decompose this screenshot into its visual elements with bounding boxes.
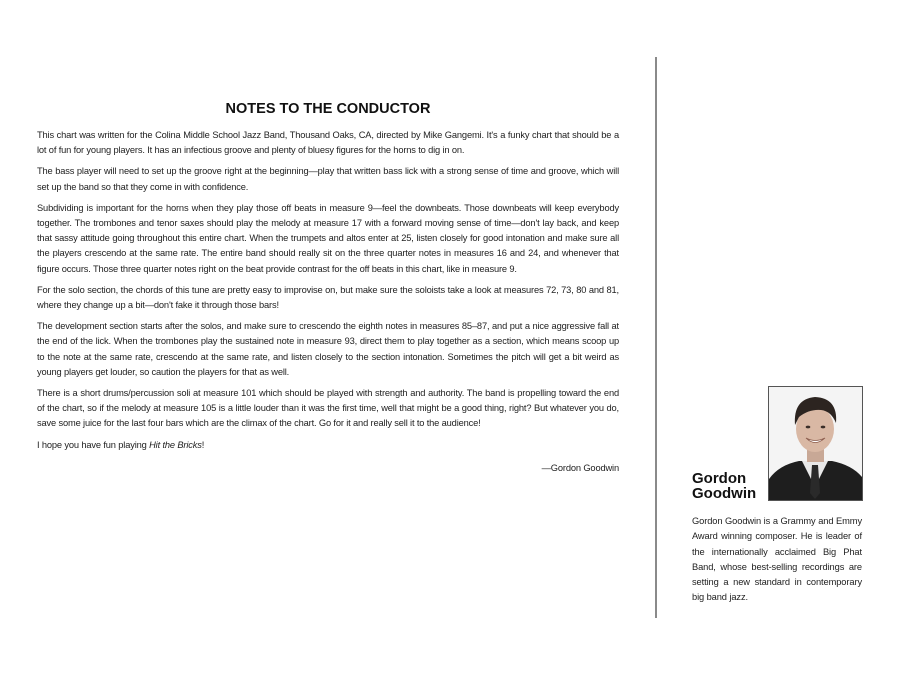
portrait-illustration — [769, 387, 862, 500]
composer-photo — [768, 386, 863, 501]
notes-paragraph: Subdividing is important for the horns when they play those off beats in measure 9—feel the downbeats. Those downbeats will keep everybody together. The trombones and tenor saxes should play the melody at measure 17 with a forward moving sense of time—don't lay back, and keep that sassy attitude going throughout this entire chart. When the trumpets and altos enter at 25, listen closely for good intonation and make sure all the players crescendo at the same rate. The entire band should really sit on the three quarter notes in measures 16 and 24, and whenever that figure occurs. Those three quarter notes right on the beat provide contrast for the off beats in this chart, like in measure 9. — [37, 202, 619, 274]
notes-paragraph: The development section starts after the solos, and make sure to crescendo the eighth notes in measures 85–87, and put a nice aggressive fall at the end of the lick. When the trombones play the sustained note in measure 93, direct them to play together as a section, which means scoop up to the note at the same rate, crescendo at the same rate, and listen closely to the section intonation. Sometimes the pitch will get a bit weird as young players get louder, so caution the players for that as well. — [37, 321, 619, 377]
notes-paragraph: For the solo section, the chords of this tune are pretty easy to improvise on, but make sure the soloists take a look at measures 72, 73, 80 and 81, where they change up a bit—don't fake it through those bars! — [37, 284, 619, 311]
signature: —Gordon Goodwin — [541, 462, 619, 473]
bio-last-name: Goodwin — [692, 485, 757, 502]
notes-paragraph: This chart was written for the Colina Middle School Jazz Band, Thousand Oaks, CA, directed by Mike Gangemi. It's a funky chart that should be a lot of fun for young players. It has an infectious groove and plenty of bluesy figures for the horns to dig in on. — [37, 130, 619, 156]
bio-name — [692, 471, 756, 501]
notes-title: NOTES TO THE CONDUCTOR — [225, 101, 431, 117]
column-divider — [655, 57, 657, 618]
piece-title: Hit the Bricks — [149, 439, 202, 450]
bio-first-name: Gordon — [692, 470, 747, 487]
closing-prefix: I hope you have fun playing — [37, 439, 150, 450]
bio-text: Gordon Goodwin is a Grammy and Emmy Award winning composer. He is leader of the internationally acclaimed Big Phat Band, whose best-selling recordings are setting a new standard in contemporary big band jazz. — [692, 516, 862, 603]
conductor-notes — [37, 100, 619, 482]
notes-paragraph: There is a short drums/percussion soli at measure 101 which should be played with strength and authority. The band is propelling toward the end of the chart, so if the melody at measure 105 is a little louder than it was the first time, well that might be a good thing, right? But whatever you do, save some juice for the last four bars which are the climax of the chart. Go for it and really sell it to the audience! — [37, 388, 619, 429]
closing-line — [37, 438, 619, 453]
notes-paragraph: The bass player will need to set up the groove right at the beginning—play that written bass lick with a strong sense of time and groove, which will set up the band so that they come in with confidence. — [37, 166, 619, 192]
closing-suffix: ! — [201, 439, 205, 450]
